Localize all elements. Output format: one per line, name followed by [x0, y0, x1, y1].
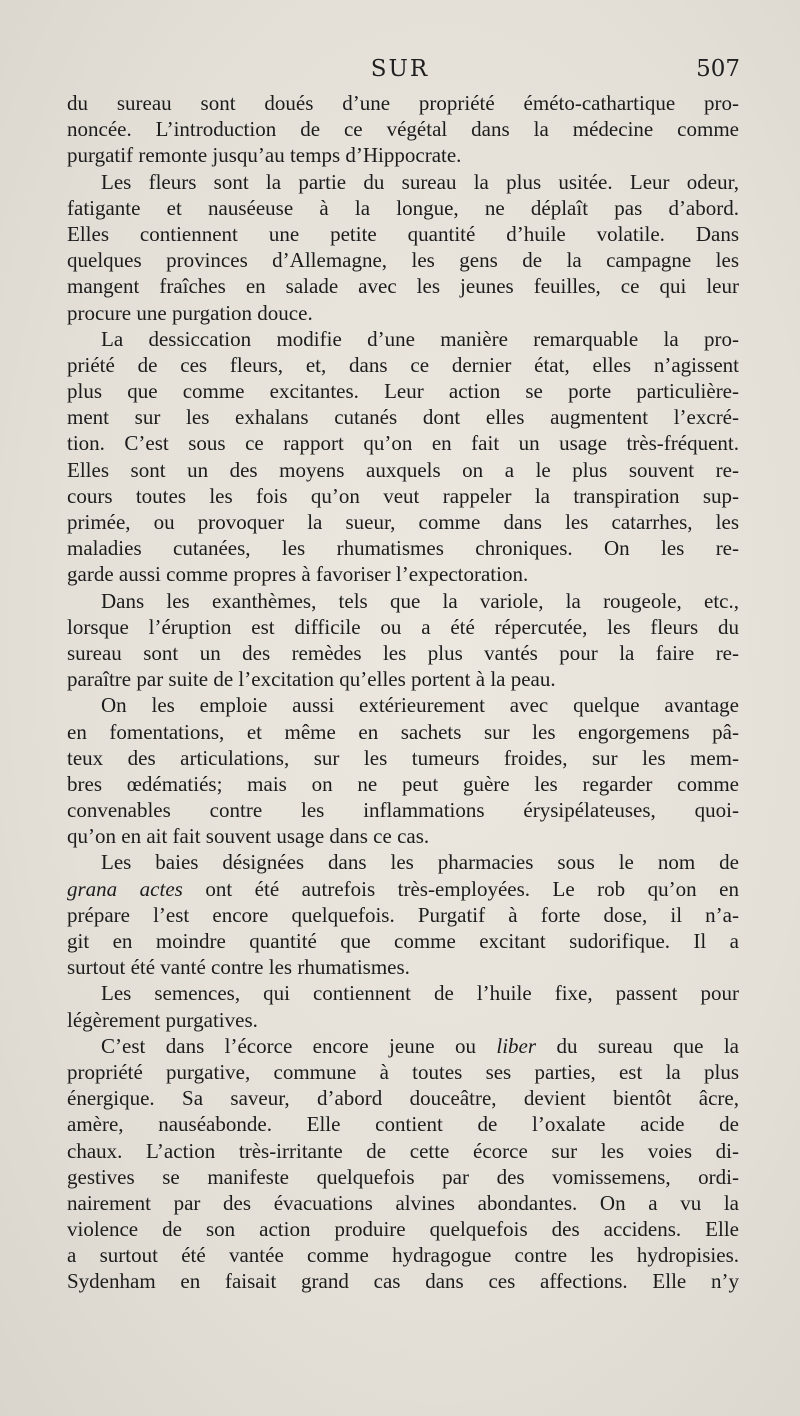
- text-line: prépare l’est encore quelquefois. Purgatif à forte dose, il n’a-: [67, 902, 739, 927]
- text-line: Elles sont un des moyens auxquels on a le plus souvent re-: [67, 457, 739, 482]
- text-line: amère, nauséabonde. Elle contient de l’oxalate acide de: [67, 1112, 739, 1137]
- text-line: légèrement purgatives.: [67, 1007, 258, 1032]
- text-line: mangent fraîches en salade avec les jeunes feuilles, ce qui leur: [67, 274, 739, 299]
- line-continuation: ont été autrefois très-employées. Le rob qu’on en: [205, 876, 739, 901]
- text-line: primée, ou provoquer la sueur, comme dans les catarrhes, les: [67, 510, 739, 534]
- text-line: git en moindre quantité que comme excitant sudorifique. Il a: [67, 929, 739, 953]
- italic-term-grana-actes: grana actes: [67, 876, 183, 901]
- text-line: propriété purgative, commune à toutes ses parties, est la plus: [67, 1059, 739, 1084]
- page-header: [60, 56, 740, 90]
- running-head: SUR: [370, 56, 430, 82]
- text-line: fatigante et nauséeuse à la longue, ne déplaît pas d’abord.: [67, 195, 739, 220]
- text-line: Les baies désignées dans les pharmacies sous le nom de: [101, 850, 739, 875]
- body-text: [67, 90, 739, 1295]
- text-line: garde aussi comme propres à favoriser l’expectoration.: [67, 562, 529, 587]
- text-line: nairement par des évacuations alvines abondantes. On a vu la: [67, 1190, 739, 1215]
- text-line: purgatif remonte jusqu’au temps d’Hippocrate.: [67, 143, 462, 168]
- text-line: chaux. L’action très-irritante de cette écorce sur les voies di-: [67, 1138, 739, 1163]
- text-line: du sureau sont doués d’une propriété éméto-cathartique pro-: [67, 91, 739, 115]
- text-line: Les fleurs sont la partie du sureau la plus usitée. Leur odeur,: [101, 169, 739, 194]
- text-line: a surtout été vantée comme hydragogue contre les hydropisies.: [67, 1243, 739, 1268]
- text-line: Les semences, qui contiennent de l’huile fixe, passent pour: [101, 981, 739, 1006]
- text-line: teux des articulations, sur les tumeurs froides, sur les mem-: [67, 745, 739, 770]
- line-start: C’est dans l’écorce encore jeune ou: [101, 1033, 476, 1058]
- text-line: plus que comme excitantes. Leur action se porte particulière-: [67, 379, 739, 404]
- text-line: quelques provinces d’Allemagne, les gens de la campagne les: [67, 248, 739, 273]
- text-line: en fomentations, et même en sachets sur les engorgemens pâ-: [67, 719, 739, 744]
- text-line: cours toutes les fois qu’on veut rappeler la transpiration sup-: [67, 483, 739, 508]
- text-line: convenables contre les inflammations érysipélateuses, quoi-: [67, 798, 739, 823]
- text-line: procure une purgation douce.: [67, 300, 313, 325]
- page-number: 507: [696, 56, 740, 82]
- text-line: sureau sont un des remèdes les plus vantés pour la faire re-: [67, 640, 739, 665]
- text-line: La dessiccation modifie d’une manière remarquable la pro-: [101, 326, 739, 351]
- line-continuation: du sureau que la: [556, 1033, 740, 1058]
- text-line: [67, 876, 739, 902]
- text-line: bres œdématiés; mais on ne peut guère les regarder comme: [67, 771, 739, 796]
- text-line: On les emploie aussi extérieurement avec quelque avantage: [101, 693, 739, 718]
- text-line: [67, 1033, 739, 1059]
- text-line: paraître par suite de l’excitation qu’elles portent à la peau.: [67, 667, 556, 692]
- text-line: priété de ces fleurs, et, dans ce dernier état, elles n’agissent: [67, 352, 739, 377]
- text-line: lorsque l’éruption est difficile ou a été répercutée, les fleurs du: [67, 614, 739, 639]
- text-line: tion. C’est sous ce rapport qu’on en fait un usage très-fréquent.: [67, 431, 739, 456]
- text-line: noncée. L’introduction de ce végétal dans la médecine comme: [67, 117, 739, 142]
- text-line: énergique. Sa saveur, d’abord douceâtre, devient bientôt âcre,: [67, 1086, 739, 1111]
- text-line: Sydenham en faisait grand cas dans ces affections. Elle n’y: [67, 1269, 739, 1294]
- italic-term-liber: liber: [496, 1033, 537, 1058]
- text-line: qu’on en ait fait souvent usage dans ce cas.: [67, 824, 430, 849]
- text-line: ment sur les exhalans cutanés dont elles augmentent l’excré-: [67, 405, 739, 430]
- text-line: gestives se manifeste quelquefois par des vomissemens, ordi-: [67, 1164, 739, 1189]
- text-line: maladies cutanées, les rhumatismes chroniques. On les re-: [67, 536, 739, 561]
- text-line: violence de son action produire quelquefois des accidens. Elle: [67, 1217, 739, 1242]
- text-line: surtout été vanté contre les rhumatismes.: [67, 955, 410, 980]
- text-line: Dans les exanthèmes, tels que la variole, la rougeole, etc.,: [101, 588, 739, 613]
- text-line: Elles contiennent une petite quantité d’huile volatile. Dans: [67, 221, 739, 246]
